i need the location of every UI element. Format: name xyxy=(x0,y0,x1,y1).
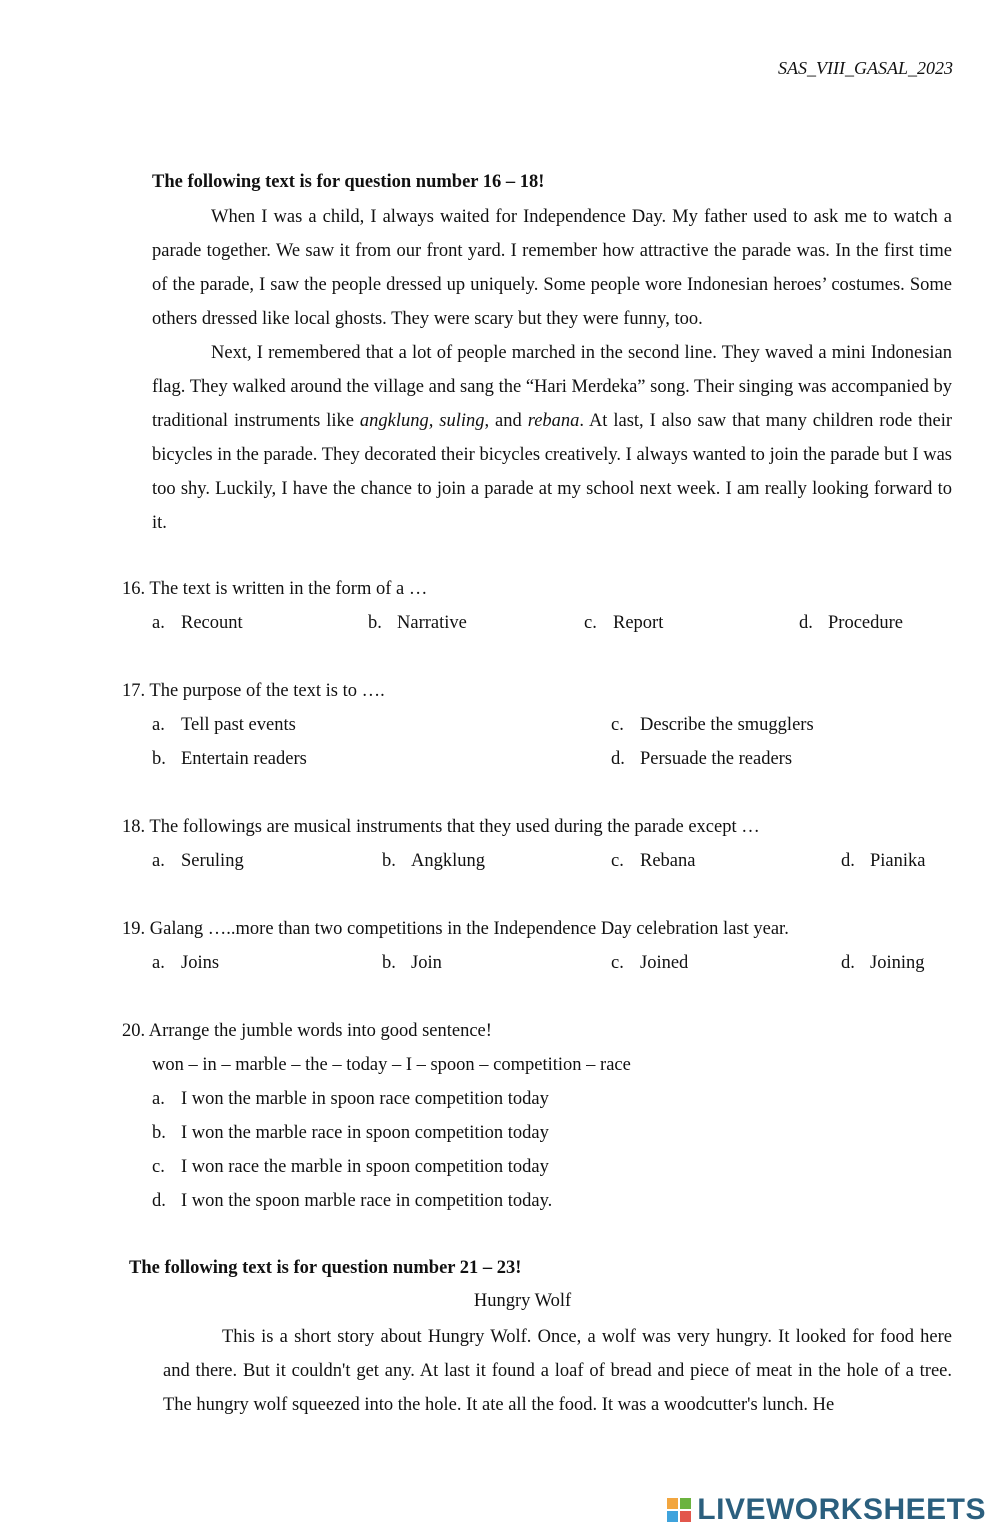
q16-option-c[interactable]: c. Report xyxy=(584,613,664,633)
q20-option-c[interactable]: c. I won race the marble in spoon competition today xyxy=(152,1157,549,1177)
q17-option-d[interactable]: d. Persuade the readers xyxy=(611,749,793,769)
story-paragraph: This is a short story about Hungry Wolf. Once, a wolf was very hungry. It looked for food here and there. But it couldn't get any. At last it found a loaf of bread and piece of meat in the hole of a tree. The hungry wolf squeezed into the hole. It ate all the food. It was a woodcutter's lunch. He xyxy=(163,1327,952,1415)
liveworksheets-logo xyxy=(667,1490,986,1530)
question-19: 19. Galang …..more than two competitions in the Independence Day celebration last year. xyxy=(122,919,789,939)
q19-option-d[interactable]: d. Joining xyxy=(841,953,925,973)
q19-option-a[interactable]: a. Joins xyxy=(152,953,220,973)
passage-paragraph-1: When I was a child, I always waited for Independence Day. My father used to ask me to watch a parade together. We saw it from our front yard. I remember how attractive the parade was. In the first time of the parade, I saw the people dressed up uniquely. Some people wore Indonesian heroes’ costumes. Some others dressed like local ghosts. They were scary but they were funny, too. xyxy=(152,207,952,329)
jumbled-words: won – in – marble – the – today – I – spoon – competition – race xyxy=(152,1055,631,1075)
q18-option-a[interactable]: a. Seruling xyxy=(152,851,244,871)
q18-option-b[interactable]: b. Angklung xyxy=(382,851,485,871)
question-16: 16. The text is written in the form of a … xyxy=(122,579,428,599)
question-17: 17. The purpose of the text is to …. xyxy=(122,681,385,701)
question-18: 18. The followings are musical instruments that they used during the parade except … xyxy=(122,817,760,837)
brand-name: LIVEWORKSHEETS xyxy=(697,1493,986,1526)
q19-option-b[interactable]: b. Join xyxy=(382,953,442,973)
q20-option-d[interactable]: d. I won the spoon marble race in competition today. xyxy=(152,1191,553,1211)
story-title: Hungry Wolf xyxy=(473,1291,572,1311)
liveworksheets-icon xyxy=(667,1498,691,1522)
q16-option-b[interactable]: b. Narrative xyxy=(368,613,467,633)
q19-option-c[interactable]: c. Joined xyxy=(611,953,689,973)
q17-option-b[interactable]: b. Entertain readers xyxy=(152,749,307,769)
section-title-16-18: The following text is for question number 16 – 18! xyxy=(152,172,545,192)
instruments-italic-1: angklung, suling xyxy=(359,411,485,431)
q16-option-d[interactable]: d. Procedure xyxy=(799,613,903,633)
document-code: SAS_VIII_GASAL_2023 xyxy=(778,58,953,78)
q18-option-c[interactable]: c. Rebana xyxy=(611,851,696,871)
passage-paragraph-2: Next, I remembered that a lot of people marched in the second line. They waved a mini Indonesian flag. They walked around the village and sang the “Hari Merdeka” song. Their singing was accompanied by traditional instruments like angklung, suling, and rebana. At last, I also saw that many children rode their bicycles in the parade. They decorated their bicycles creatively. I always wanted to join the parade but I was too shy. Luckily, I have the chance to join a parade at my school next week. I am really looking forward to it. xyxy=(152,343,952,533)
q16-option-a[interactable]: a. Recount xyxy=(152,613,243,633)
question-20: 20. Arrange the jumble words into good sentence! xyxy=(122,1021,492,1041)
q20-option-a[interactable]: a. I won the marble in spoon race competition today xyxy=(152,1089,549,1109)
section-title-21-23: The following text is for question number 21 – 23! xyxy=(129,1258,522,1278)
instruments-italic-2: rebana xyxy=(527,411,580,431)
q17-option-a[interactable]: a. Tell past events xyxy=(152,715,296,735)
q17-option-c[interactable]: c. Describe the smugglers xyxy=(611,715,814,735)
q18-option-d[interactable]: d. Pianika xyxy=(841,851,926,871)
q20-option-b[interactable]: b. I won the marble race in spoon competition today xyxy=(152,1123,549,1143)
